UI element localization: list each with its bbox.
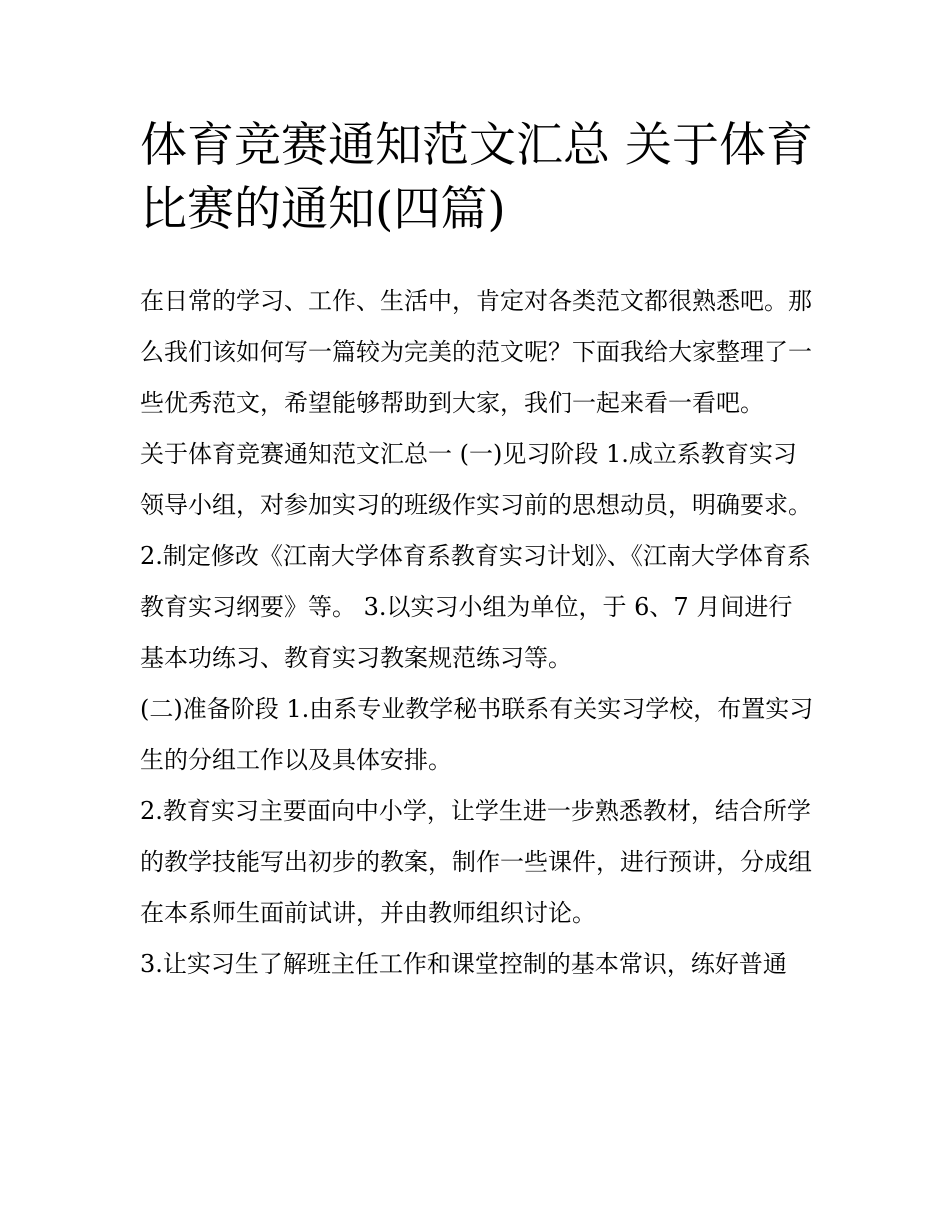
paragraph-plan: 2.制定修改《江南大学体育系教育实习计划》、《江南大学体育系教育实习纲要》等。 3.以实习小组为单位，于 6、7 月间进行基本功练习、教育实习教案规范练习等。 <box>140 542 811 672</box>
paragraph-intro: 在日常的学习、工作、生活中，肯定对各类范文都很熟悉吧。那么我们该如何写一篇较为完美的范文呢？下面我给大家整理了一些优秀范文，希望能够帮助到大家，我们一起来看一看吧。 <box>140 287 812 417</box>
paragraph-teaching-practice: 2.教育实习主要面向中小学，让学生进一步熟悉教材，结合所学的教学技能写出初步的教案，制作一些课件，进行预讲，分成组在本系师生面前试讲，并由教师组织讨论。 <box>140 797 812 927</box>
paragraph-class-management: 3.让实习生了解班主任工作和课堂控制的基本常识，练好普通 <box>140 950 787 978</box>
paragraph-section-1: 关于体育竞赛通知范文汇总一 (一)见习阶段 1.成立系教育实习领导小组，对参加实习的班级作实习前的思想动员，明确要求。 <box>140 440 812 519</box>
paragraph-section-2: (二)准备阶段 1.由系专业教学秘书联系有关实习学校，布置实习生的分组工作以及具体安排。 <box>140 695 814 774</box>
document-title: 体育竞赛通知范文汇总 关于体育比赛的通知(四篇) <box>140 118 813 237</box>
document-body <box>140 276 816 990</box>
